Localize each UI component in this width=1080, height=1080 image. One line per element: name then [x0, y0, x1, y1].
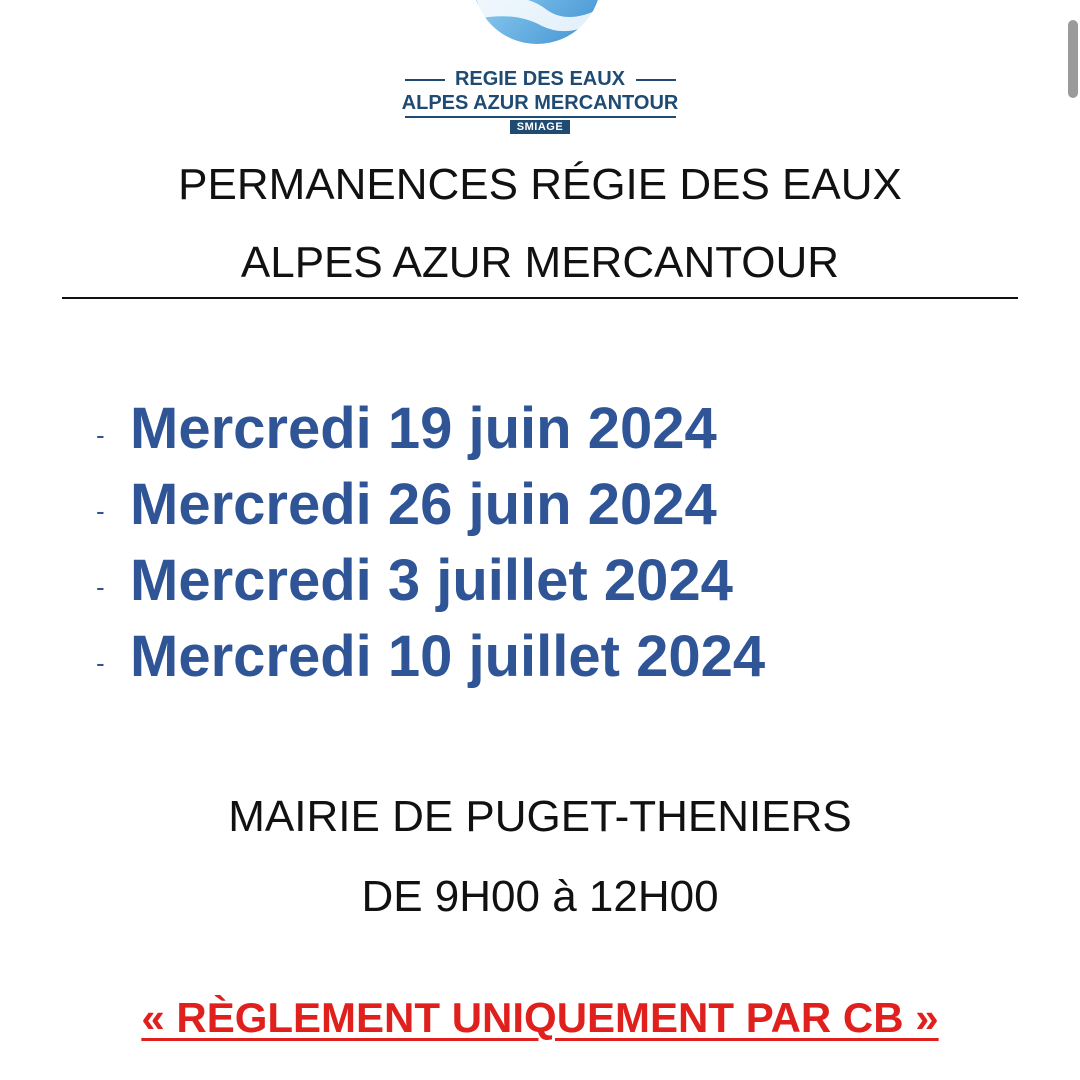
location-text: MAIRIE DE PUGET-THENIERS [228, 792, 852, 841]
payment-notice-text: « RÈGLEMENT UNIQUEMENT PAR CB » [141, 994, 939, 1041]
organization-logo [0, 0, 1080, 140]
list-item [96, 542, 996, 618]
payment-notice [0, 994, 1080, 1042]
list-item [96, 618, 996, 694]
date-label: Mercredi 26 juin 2024 [130, 471, 717, 537]
bullet-dash: - [96, 419, 105, 450]
list-item [96, 466, 996, 542]
bullet-dash: - [96, 495, 105, 526]
date-label: Mercredi 19 juin 2024 [130, 395, 717, 461]
logo-badge: SMIAGE [510, 120, 570, 134]
date-label: Mercredi 3 juillet 2024 [130, 547, 733, 613]
hours-text: DE 9H00 à 12H00 [361, 872, 719, 921]
date-label: Mercredi 10 juillet 2024 [130, 623, 766, 689]
logo-underline [405, 116, 676, 118]
page-title-line1: PERMANENCES RÉGIE DES EAUX [178, 160, 902, 209]
list-item [96, 390, 996, 466]
title-divider [62, 297, 1018, 299]
bullet-dash: - [96, 647, 105, 678]
scrollbar-thumb[interactable] [1068, 20, 1078, 98]
dates-list [96, 390, 996, 694]
logo-title-line2: ALPES AZUR MERCANTOUR [401, 92, 679, 114]
page-title-line2: ALPES AZUR MERCANTOUR [240, 238, 840, 287]
water-drop-emblem-icon [467, 0, 607, 46]
logo-title-line1: REGIE DES EAUX [454, 68, 626, 90]
bullet-dash: - [96, 571, 105, 602]
